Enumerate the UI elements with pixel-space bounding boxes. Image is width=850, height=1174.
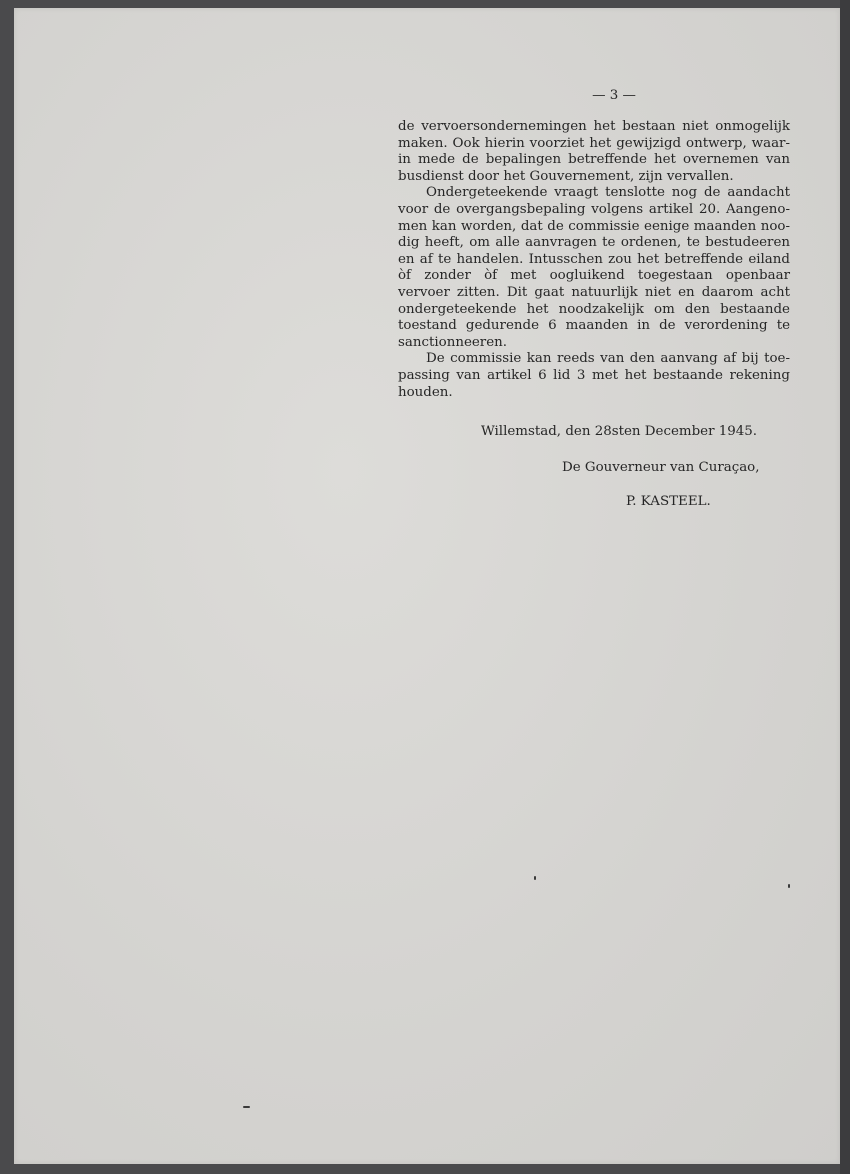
page-number: — 3 — [592, 88, 636, 103]
paragraph-1: de vervoersondernemingen het bestaan niet onmogelijk maken. Ook hierin voorziet het gewijzigd ontwerp, waarin mede de bepalingen betreffende het overnemen van busdienst door het Gouvernement, zijn vervallen. [398, 119, 790, 184]
paper-speck [243, 1106, 250, 1108]
scan-edge [840, 0, 850, 1174]
paragraph-2: Ondergeteekende vraagt tenslotte nog de aandacht voor de overgangsbepaling volgens artikel 20. Aangenomen kan worden, dat de commissie eenige maanden noodig heeft, om alle aanvragen te ordenen, te bestudeeren en af te handelen. Intusschen zou het betreffende eiland òf zonder òf met oogluikend toegestaan openbaar vervoer zitten. Dit gaat natuurlijk niet en daarom acht ondergeteekende het noodzakelijk om den bestaande toestand gedurende 6 maanden in de verordening te sanctionneeren. [398, 185, 790, 350]
paragraph-3: De commissie kan reeds van den aanvang af bij toepassing van artikel 6 lid 3 met het bestaande rekening houden. [398, 351, 790, 400]
place-date: Willemstad, den 28sten December 1945. [481, 424, 758, 439]
signatory-name: P. KASTEEL. [626, 494, 711, 509]
signatory-title: De Gouverneur van Curaçao, [562, 460, 760, 475]
paper-speck [534, 876, 536, 880]
body-text [398, 119, 790, 401]
document-page [14, 8, 840, 1164]
paper-speck [788, 884, 790, 888]
